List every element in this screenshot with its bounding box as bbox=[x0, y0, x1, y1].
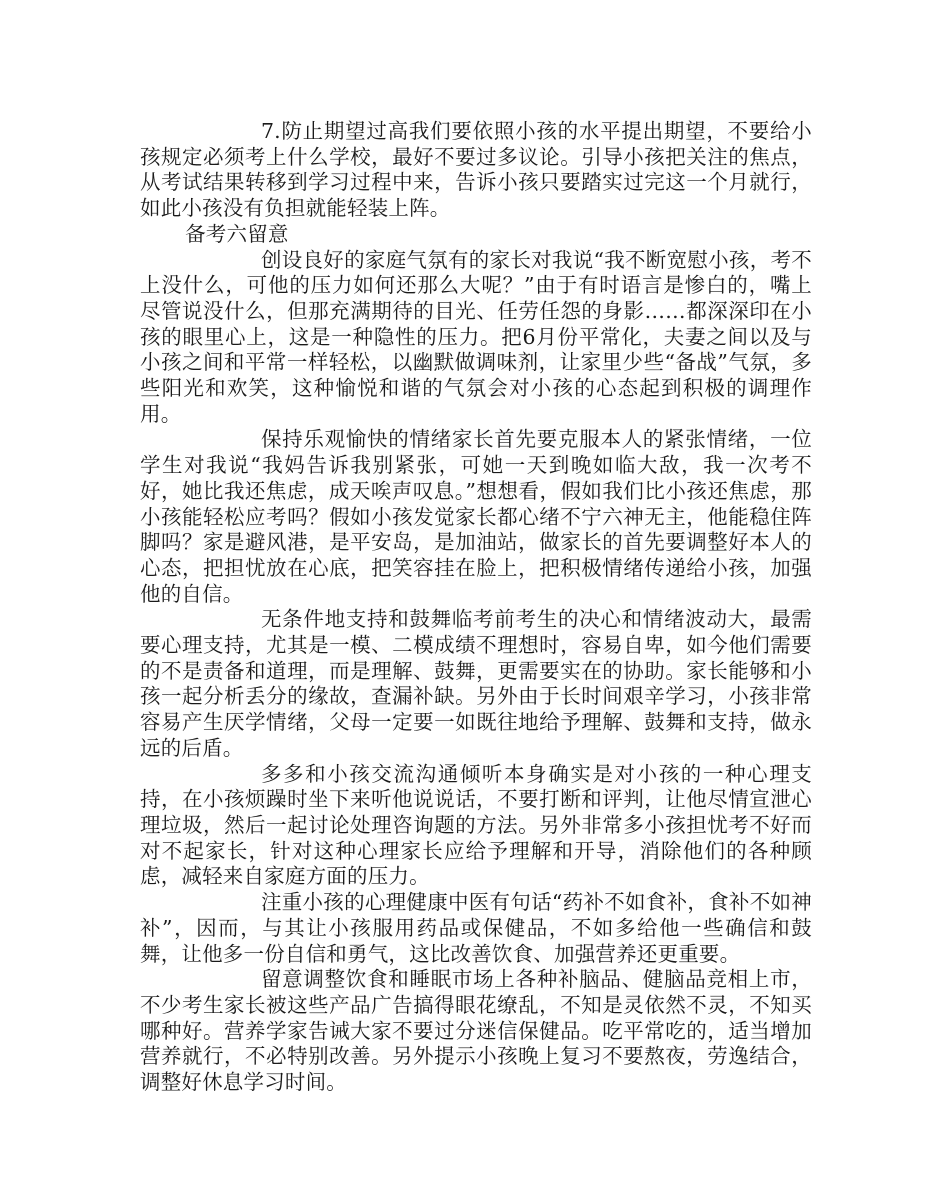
document-body bbox=[140, 119, 812, 1096]
paragraph-mental-health: 注重小孩的心理健康中医有句话“药补不如食补，食补不如神补”，因而，与其让小孩服用药品或保健品，不如多给他一些确信和鼓舞，让他多一份自信和勇气，这比改善饮食、加强营养还更重要。 bbox=[140, 890, 812, 966]
paragraph-communication: 多多和小孩交流沟通倾听本身确实是对小孩的一种心理支持，在小孩烦躁时坐下来听他说说话，不要打断和评判，让他尽情宣泄心理垃圾，然后一起讨论处理咨询题的方法。另外非常多小孩担忧考不好而对不起家长，针对这种心理家长应给予理解和开导，消除他们的各种顾虑，减轻来自家庭方面的压力。 bbox=[140, 761, 812, 889]
paragraph-diet-sleep: 留意调整饮食和睡眠市场上各种补脑品、健脑品竞相上市，不少考生家长被这些产品广告搞得眼花缭乱，不知是灵依然不灵，不知买哪种好。营养学家告诫大家不要过分迷信保健品。吃平常吃的，适当增加营养就行，不必特别改善。另外提示小孩晚上复习不要熬夜，劳逸结合，调整好休息学习时间。 bbox=[140, 967, 812, 1095]
paragraph-positive-mood: 保持乐观愉快的情绪家长首先要克服本人的紧张情绪，一位学生对我说“我妈告诉我别紧张，可她一天到晚如临大敌，我一次考不好，她比我还焦虑，成天唉声叹息。”想想看，假如我们比小孩还焦虑，那小孩能轻松应考吗？假如小孩发觉家长都心绪不宁六神无主，他能稳住阵脚吗？家是避风港，是平安岛，是加油站，做家长的首先要调整好本人的心态，把担忧放在心底，把笑容挂在脸上，把积极情绪传递给小孩，加强他的自信。 bbox=[140, 427, 812, 606]
paragraph-expectations: 7.防止期望过高我们要依照小孩的水平提出期望，不要给小孩规定必须考上什么学校，最好不要过多议论。引导小孩把关注的焦点，从考试结果转移到学习过程中来，告诉小孩只要踏实过完这一个月就行，如此小孩没有负担就能轻装上阵。 bbox=[140, 119, 812, 221]
paragraph-family-atmosphere: 创设良好的家庭气氛有的家长对我说“我不断宽慰小孩，考不上没什么，可他的压力如何还那么大呢？”由于有时语言是惨白的，嘴上尽管说没什么，但那充满期待的目光、任劳任怨的身影……都深深印在小孩的眼里心上，这是一种隐性的压力。把6月份平常化，夫妻之间以及与小孩之间和平常一样轻松，以幽默做调味剂，让家里少些“备战”气氛，多些阳光和欢笑，这种愉悦和谐的气氛会对小孩的心态起到积极的调理作用。 bbox=[140, 247, 812, 426]
section-heading: 备考六留意 bbox=[185, 221, 289, 246]
paragraph-unconditional-support: 无条件地支持和鼓舞临考前考生的决心和情绪波动大，最需要心理支持，尤其是一模、二模成绩不理想时，容易自卑，如今他们需要的不是责备和道理，而是理解、鼓舞，更需要实在的协助。家长能够和小孩一起分析丢分的缘故，查漏补缺。另外由于长时间艰辛学习，小孩非常容易产生厌学情绪，父母一定要一如既往地给予理解、鼓舞和支持，做永远的后盾。 bbox=[140, 607, 812, 760]
